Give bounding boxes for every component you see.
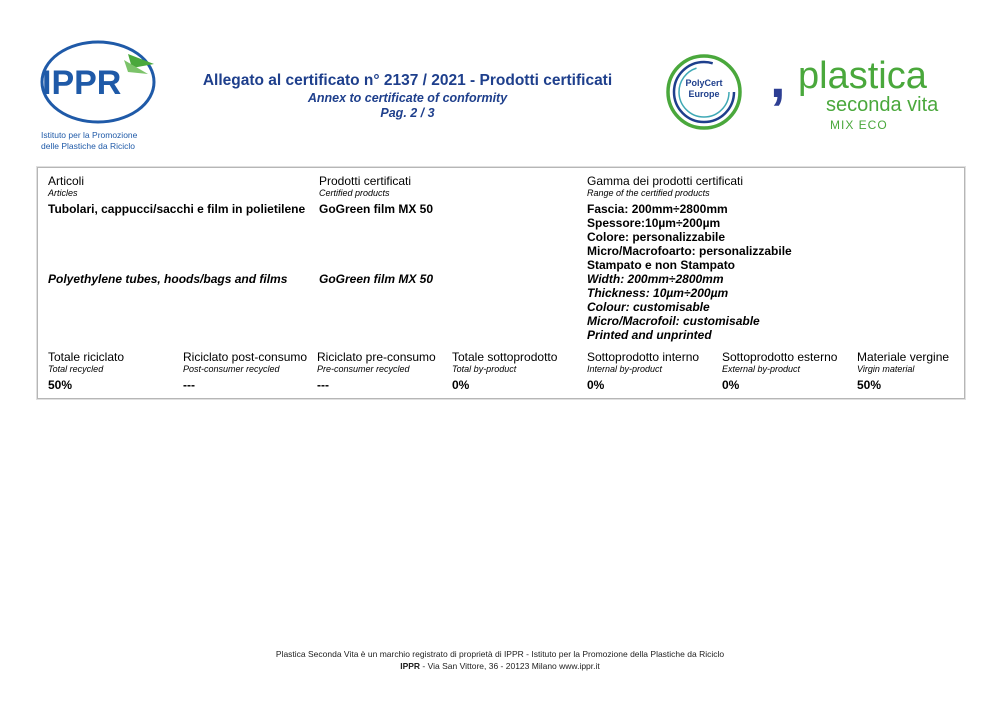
polycert-line2: Europe [688, 89, 720, 99]
range-en-line: Micro/Macrofoil: customisable [587, 314, 760, 328]
page-title: Allegato al certificato n° 2137 / 2021 - Prodotti certificati [202, 72, 613, 89]
range-en-line: Thickness: 10µm÷200µm [587, 286, 729, 300]
ippr-logo [36, 34, 161, 154]
polycert-text [664, 78, 744, 100]
ippr-subtitle [41, 130, 137, 152]
polycert-europe-seal [664, 52, 744, 132]
certified-products-table [37, 167, 965, 399]
pre-consumer-cell [317, 350, 436, 392]
articles-header-en: Articles [48, 188, 78, 198]
title-block [160, 72, 655, 120]
article-en: Polyethylene tubes, hoods/bags and films [48, 272, 288, 286]
range-en-line: Colour: customisable [587, 300, 710, 314]
totals-label-en: Total recycled [48, 364, 104, 374]
footer [150, 648, 850, 672]
range-header-it: Gamma dei prodotti certificati [587, 174, 744, 188]
page-number: Pag. 2 / 3 [380, 106, 435, 120]
totals-value: 50% [48, 378, 73, 392]
articles-header [48, 174, 84, 199]
footer-line1: Plastica Seconda Vita è un marchio registrato di proprietà di IPPR - Istituto per la Promozione della Plastiche da Riciclo [275, 649, 725, 659]
totals-value: 0% [452, 378, 470, 392]
range-it-line: Colore: personalizzabile [587, 230, 726, 244]
totals-value: --- [317, 378, 329, 392]
totals-label-en: Pre-consumer recycled [317, 364, 410, 374]
totals-value: 0% [722, 378, 740, 392]
footer-line2 [150, 660, 850, 672]
total-recycled-cell [48, 350, 124, 392]
psv-comma-icon: , [770, 46, 786, 109]
ippr-logo-text: IPPR [42, 64, 122, 102]
psv-mix: MIX ECO [830, 118, 888, 132]
psv-sub: seconda vita [826, 94, 939, 116]
article-it: Tubolari, cappucci/sacchi e film in polietilene [48, 202, 306, 216]
plastica-seconda-vita-logo [768, 46, 968, 140]
footer-ippr: IPPR [400, 661, 421, 671]
range-en-line: Width: 200mm÷2800mm [587, 272, 724, 286]
post-consumer-cell [183, 350, 307, 392]
totals-label-en: Virgin material [857, 364, 915, 374]
ippr-subtitle-line1: Istituto per la Promozione [41, 130, 138, 140]
totals-value: 50% [857, 378, 882, 392]
totals-label: Sottoprodotto interno [587, 350, 700, 364]
ippr-logo-graphic [36, 34, 161, 129]
totals-label-en: Post-consumer recycled [183, 364, 280, 374]
internal-by-product-cell [587, 350, 699, 392]
totals-label-en: External by-product [722, 364, 801, 374]
range-it-line: Micro/Macrofoarto: personalizzabile [587, 244, 792, 258]
ippr-subtitle-line2: delle Plastiche da Riciclo [41, 141, 136, 151]
product-it: GoGreen film MX 50 [319, 202, 434, 216]
totals-value: --- [183, 378, 195, 392]
footer-address: - Via San Vittore, 36 - 20123 Milano www.ippr.it [420, 661, 600, 671]
polycert-line1: PolyCert [685, 78, 723, 88]
virgin-material-cell [857, 350, 949, 392]
totals-label-en: Internal by-product [587, 364, 663, 374]
total-by-product-cell [452, 350, 557, 392]
product-en: GoGreen film MX 50 [319, 272, 434, 286]
range-it-line: Fascia: 200mm÷2800mm [587, 202, 728, 216]
range-it-line: Stampato e non Stampato [587, 258, 736, 272]
products-header [319, 174, 411, 199]
range-en-list [587, 272, 760, 342]
totals-value: 0% [587, 378, 605, 392]
products-header-it: Prodotti certificati [319, 174, 412, 188]
totals-label: Totale sottoprodotto [452, 350, 558, 364]
articles-header-it: Articoli [48, 174, 85, 188]
products-header-en: Certified products [319, 188, 390, 198]
range-header-en: Range of the certified products [587, 188, 710, 198]
range-en-line: Printed and unprinted [587, 328, 712, 342]
range-header [587, 174, 743, 199]
totals-label: Riciclato pre-consumo [317, 350, 436, 364]
psv-word: plastica [798, 55, 927, 97]
totals-label: Totale riciclato [48, 350, 125, 364]
totals-label: Materiale vergine [857, 350, 950, 364]
totals-label: Sottoprodotto esterno [722, 350, 838, 364]
range-it-line: Spessore:10µm÷200µm [587, 216, 721, 230]
totals-label-en: Total by-product [452, 364, 517, 374]
totals-label: Riciclato post-consumo [183, 350, 308, 364]
external-by-product-cell [722, 350, 837, 392]
page-subtitle: Annex to certificate of conformity [307, 91, 508, 105]
range-it-list [587, 202, 792, 272]
